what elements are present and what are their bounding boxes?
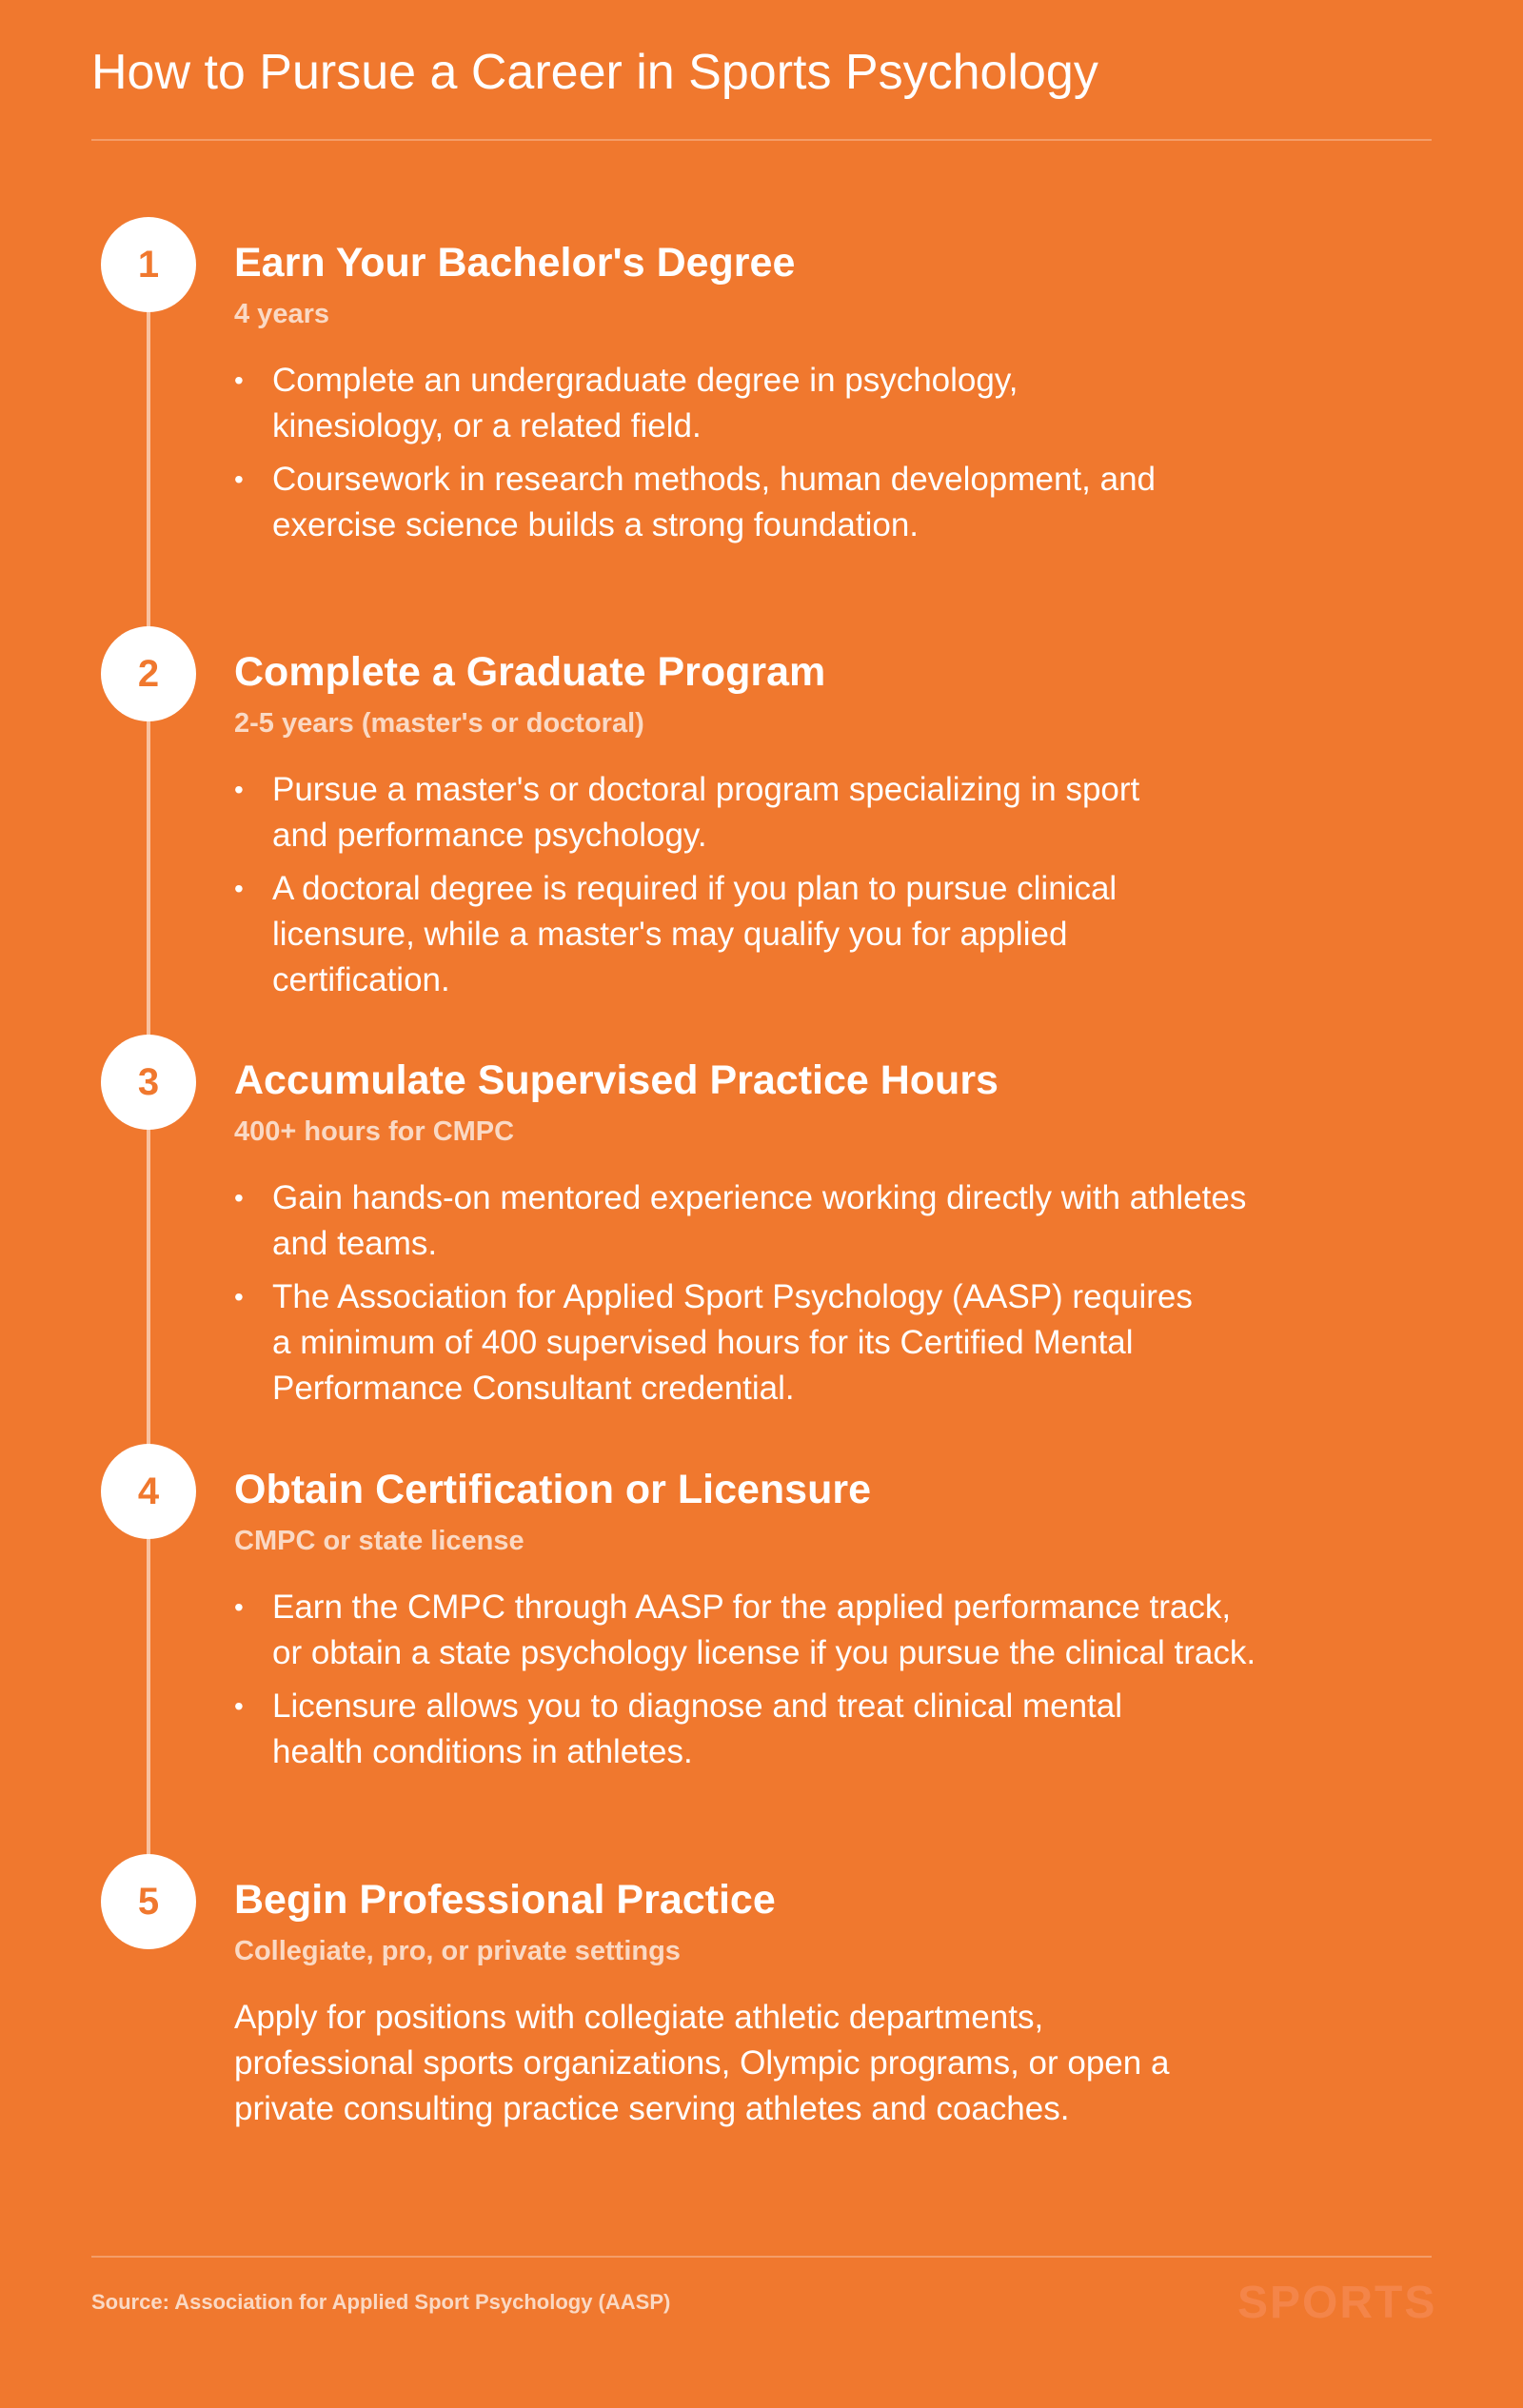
bullet-item: • The Association for Applied Sport Psychology (AASP) requires a minimum of 400 supervised hours for its Certified Mental Performance Consultant credential. [234, 1274, 1205, 1411]
step-bullets [234, 767, 1281, 1011]
bullet-item: • Earn the CMPC through AASP for the applied performance track, or obtain a state psychology license if you pursue the clinical track. [234, 1585, 1262, 1676]
step-paragraph: Apply for positions with collegiate athletic departments, professional sports organizations, Olympic programs, or open a private consulting practice serving athletes and coaches. [234, 1999, 1170, 2127]
footer-divider [91, 2256, 1432, 2258]
brand-logo: SPORTS [1237, 2278, 1437, 2328]
step-duration: CMPC or state license [234, 1526, 524, 1556]
step-bullets [234, 358, 1281, 556]
bullet-item: • Licensure allows you to diagnose and treat clinical mental health conditions in athletes. [234, 1684, 1148, 1775]
step-duration: 4 years [234, 299, 329, 329]
step-duration: 400+ hours for CMPC [234, 1116, 515, 1147]
step-title: Obtain Certification or Licensure [234, 1467, 871, 1512]
header-divider [91, 139, 1432, 141]
bullet-item: • Gain hands-on mentored experience working directly with athletes and teams. [234, 1175, 1253, 1267]
step-number-badge: 4 [101, 1444, 196, 1539]
step-title: Complete a Graduate Program [234, 649, 826, 695]
step-number-badge: 3 [101, 1035, 196, 1130]
source-note: Source: Association for Applied Sport Psychology (AASP) [91, 2290, 671, 2314]
bullet-item: • A doctoral degree is required if you plan to pursue clinical licensure, while a master's may qualify you for applied certification. [234, 866, 1138, 1003]
page-title: How to Pursue a Career in Sports Psychology [91, 45, 1098, 100]
step-duration: Collegiate, pro, or private settings [234, 1936, 681, 1966]
step-title: Accumulate Supervised Practice Hours [234, 1057, 999, 1103]
step-number-badge: 2 [101, 626, 196, 721]
step-bullets [234, 1175, 1281, 1419]
step-duration: 2-5 years (master's or doctoral) [234, 708, 644, 739]
step-title: Begin Professional Practice [234, 1877, 776, 1923]
bullet-item: • Coursework in research methods, human development, and exercise science builds a strong foundation. [234, 457, 1281, 548]
step-bullets [234, 1585, 1281, 1783]
step-number-badge: 1 [101, 217, 196, 312]
bullet-item: • Pursue a master's or doctoral program specializing in sport and performance psychology. [234, 767, 1186, 859]
bullet-item: • Complete an undergraduate degree in psychology, kinesiology, or a related field. [234, 358, 1129, 449]
step-title: Earn Your Bachelor's Degree [234, 240, 796, 286]
step-number-badge: 5 [101, 1854, 196, 1949]
